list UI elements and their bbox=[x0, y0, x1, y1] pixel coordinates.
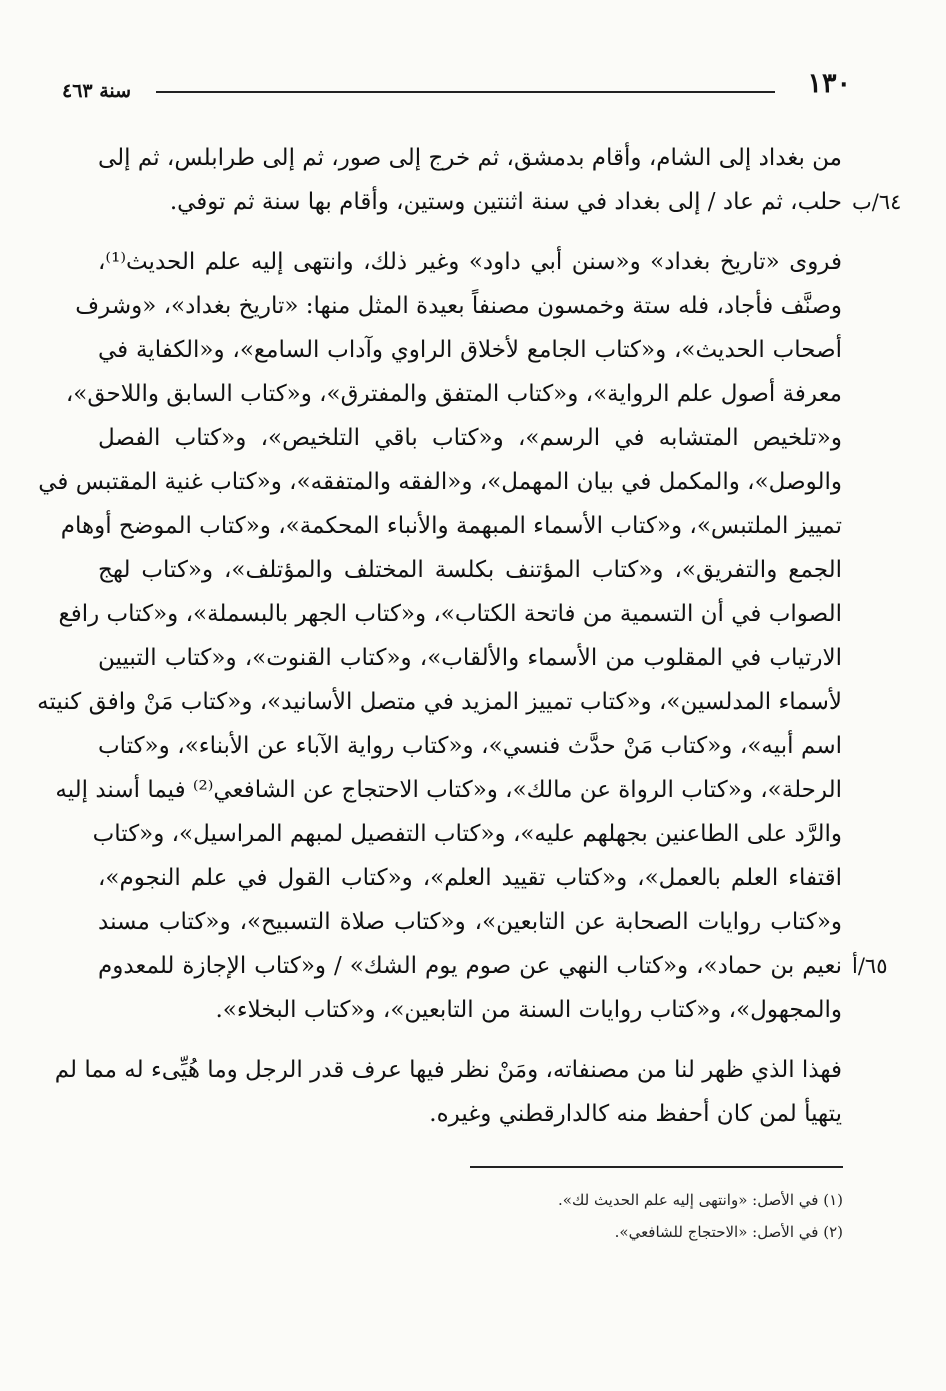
body-text-line: والوصل»، والمكمل في بيان المهمل»، و«الفقه والمتفقه»، و«كتاب غنية المقتبس في bbox=[38, 469, 842, 495]
body-text-line: تمييز الملتبس»، و«كتاب الأسماء المبهمة والأنباء المحكمة»، و«كتاب الموضح أوهام bbox=[60, 513, 842, 539]
body-text-line: فروى «تاريخ بغداد» و«سنن أبي داود» وغير ذلك، وانتهى إليه علم الحديث⁽¹⁾، bbox=[98, 249, 842, 275]
body-text-line: فهذا الذي ظهر لنا من مصنفاته، ومَنْ نظر فيها عرف قدر الرجل وما هُيِّىء له مما لم bbox=[54, 1057, 842, 1083]
body-text-line: والمجهول»، و«كتاب روايات السنة من التابعين»، و«كتاب البخلاء». bbox=[215, 997, 842, 1023]
body-text-line: الرحلة»، و«كتاب الرواة عن مالك»، و«كتاب الاحتجاج عن الشافعي⁽²⁾ فيما أسند إليه bbox=[55, 777, 842, 803]
body-text-line: والرَّد على الطاعنين بجهلهم عليه»، و«كتاب التفصيل لمبهم المراسيل»، و«كتاب bbox=[92, 821, 842, 847]
body-text-line: معرفة أصول علم الرواية»، و«كتاب المتفق والمفترق»، و«كتاب السابق واللاحق»، bbox=[65, 381, 842, 407]
body-text-line: لأسماء المدلسين»، و«كتاب تمييز المزيد في متصل الأسانيد»، و«كتاب مَنْ وافق كنيته bbox=[37, 689, 842, 715]
body-text-line: اقتفاء العلم بالعمل»، و«كتاب تقييد العلم»، و«كتاب القول في علم النجوم»، bbox=[98, 865, 842, 891]
body-text-line: وصنَّف فأجاد، فله ستة وخمسون مصنفاً بعيدة المثل منها: «تاريخ بغداد»، «وشرف bbox=[75, 293, 842, 319]
body-text-line: و«تلخيص المتشابه في الرسم»، و«كتاب باقي التلخيص»، و«كتاب الفصل bbox=[98, 425, 842, 451]
running-header-year: سنة ٤٦٣ bbox=[62, 80, 132, 102]
body-text-line: يتهيأ لمن كان أحفظ منه كالدارقطني وغيره. bbox=[429, 1101, 842, 1127]
body-text-line: أصحاب الحديث»، و«كتاب الجامع لأخلاق الراوي وآداب السامع»، و«الكفاية في bbox=[98, 337, 842, 363]
margin-folio-note: ٦٤/ب bbox=[852, 190, 902, 214]
body-text-line: الجمع والتفريق»، و«كتاب المؤتنف بكلسة المختلف والمؤتلف»، و«كتاب لهج bbox=[98, 557, 842, 583]
margin-folio-note: ٦٥/أ bbox=[852, 954, 888, 978]
body-text-line: اسم أبيه»، و«كتاب مَنْ حدَّث فنسي»، و«كتاب رواية الآباء عن الأبناء»، و«كتاب bbox=[98, 733, 842, 759]
body-text-line: الصواب في أن التسمية من فاتحة الكتاب»، و«كتاب الجهر بالبسملة»، و«كتاب رافع bbox=[58, 601, 842, 627]
footnote: (٢) في الأصل: «الاحتجاج للشافعي». bbox=[614, 1223, 843, 1241]
header-rule bbox=[156, 91, 775, 93]
footnote-rule bbox=[470, 1166, 843, 1168]
body-text-line: الارتياب في المقلوب من الأسماء والألقاب»، و«كتاب القنوت»، و«كتاب التبيين bbox=[98, 645, 842, 671]
page-number: ١٣٠ bbox=[807, 68, 851, 99]
footnote: (١) في الأصل: «وانتهى إليه علم الحديث لك». bbox=[558, 1191, 843, 1209]
body-text-line: نعيم بن حماد»، و«كتاب النهي عن صوم يوم الشك» / و«كتاب الإجازة للمعدوم bbox=[98, 953, 842, 979]
body-text-line: حلب، ثم عاد / إلى بغداد في سنة اثنتين وستين، وأقام بها سنة ثم توفي. bbox=[169, 189, 842, 215]
body-text-line: و«كتاب روايات الصحابة عن التابعين»، و«كتاب صلاة التسبيح»، و«كتاب مسند bbox=[98, 909, 842, 935]
body-text-line: من بغداد إلى الشام، وأقام بدمشق، ثم خرج إلى صور، ثم إلى طرابلس، ثم إلى bbox=[98, 145, 842, 171]
